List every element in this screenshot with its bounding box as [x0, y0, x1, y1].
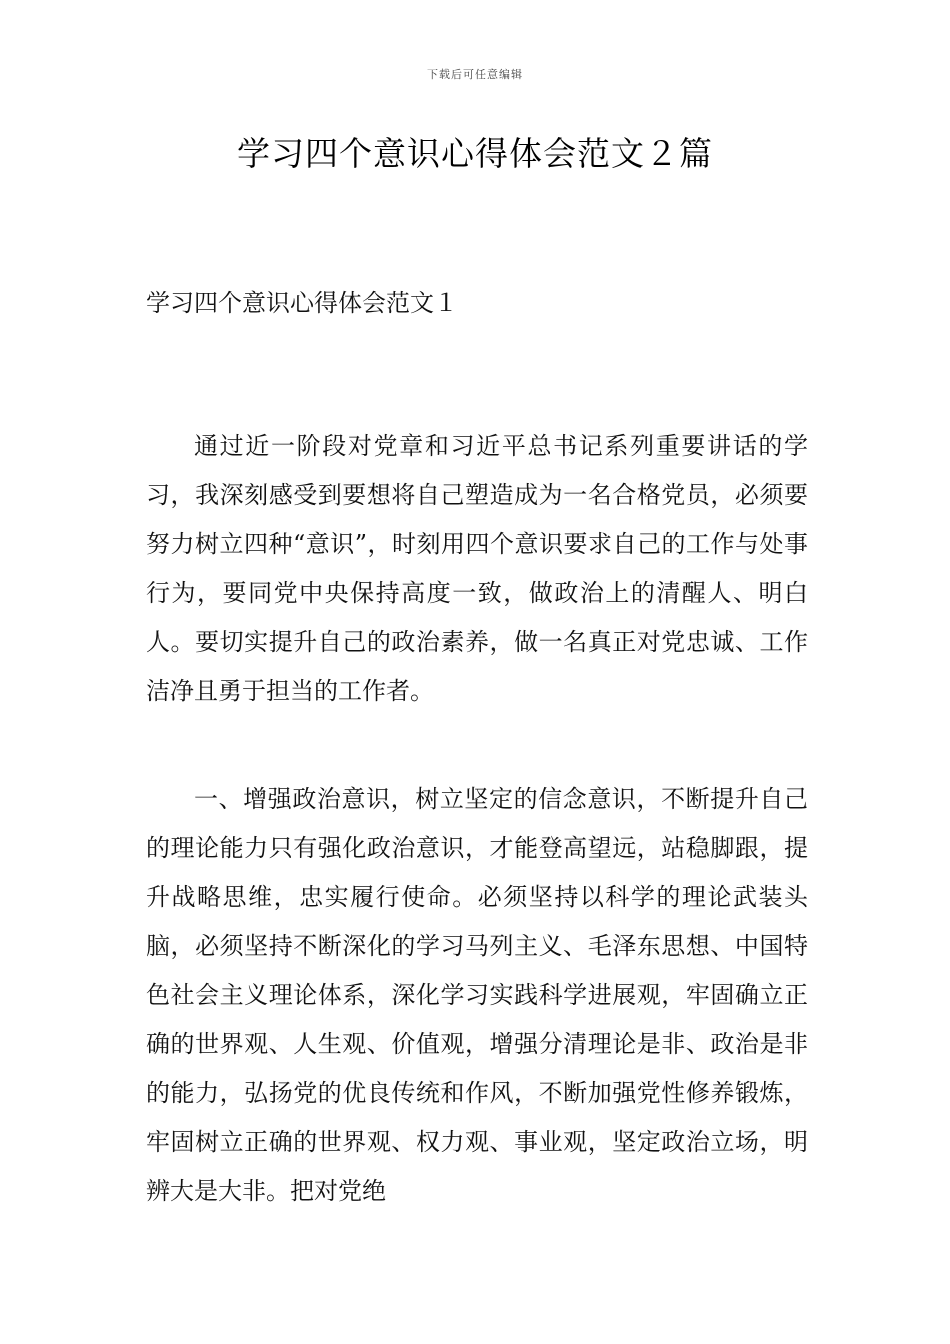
body-paragraph: 通过近一阶段对党章和习近平总书记系列重要讲话的学习，我深刻感受到要想将自己塑造成为一名合格党员，必须要努力树立四种“意识”，时刻用四个意识要求自己的工作与处事行为，要同党中央保持高度一致，做政治上的清醒人、明白人。要切实提升自己的政治素养，做一名真正对党忠诚、工作洁净且勇于担当的工作者。 [146, 432, 808, 705]
section-title: 学习四个意识心得体会范文１ [146, 289, 458, 317]
header-note: 下载后可任意编辑 [427, 68, 523, 81]
body-paragraph: 一、增强政治意识，树立坚定的信念意识，不断提升自己的理论能力只有强化政治意识，才能登高望远，站稳脚跟，提升战略思维，忠实履行使命。必须坚持以科学的理论武装头脑，必须坚持不断深化的学习马列主义、毛泽东思想、中国特色社会主义理论体系，深化学习实践科学进展观，牢固确立正确的世界观、人生观、价值观，增强分清理论是非、政治是非的能力，弘扬党的优良传统和作风，不断加强党性修养锻炼，牢固树立正确的世界观、权力观、事业观，坚定政治立场，明辨大是大非。把对党绝 [146, 785, 808, 1205]
document-title: 学习四个意识心得体会范文２篇 [237, 134, 713, 173]
